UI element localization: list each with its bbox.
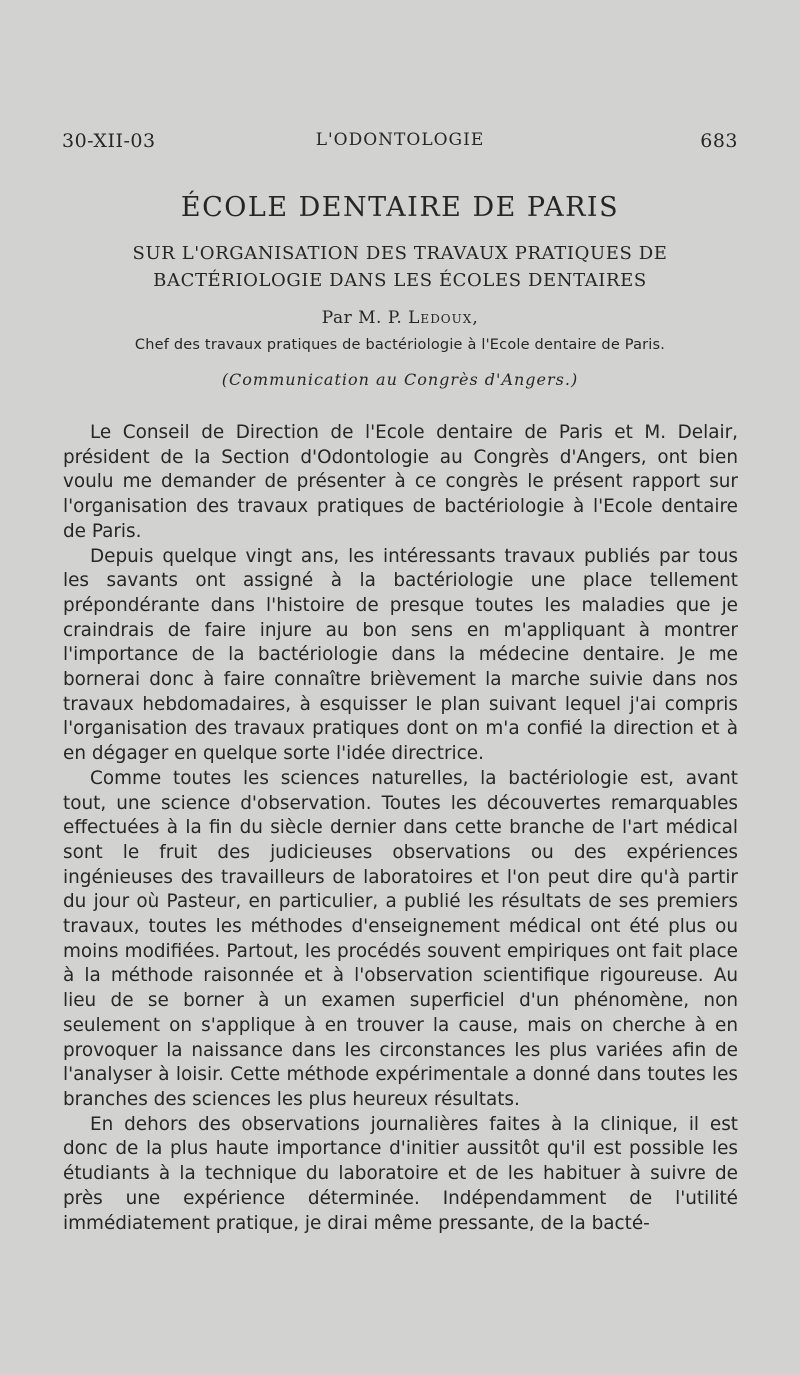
body-paragraph: Depuis quelque vingt ans, les intéressants travaux publiés par tous les savants ont assigné à la bactériologie une place tellement prépondérante dans l'histoire de presque toutes les maladies que je craindrais de faire injure au bon sens en m'appliquant à montrer l'importance de la bactériologie dans la médecine dentaire. Je me bornerai donc à faire connaître brièvement la marche suivie dans nos travaux hebdomadaires, à esquisser le plan suivant lequel j'ai compris l'organisation des travaux pratiques dont on m'a confié la direction et à en dégager en quelque sorte l'idée directrice.: [63, 545, 738, 765]
author-affiliation: Chef des travaux pratiques de bactériologie à l'Ecole dentaire de Paris.: [134, 337, 666, 353]
journal-name: L'ODONTOLOGIE: [315, 130, 485, 150]
article-body: [63, 421, 738, 1236]
body-paragraph: Le Conseil de Direction de l'Ecole dentaire de Paris et M. Delair, président de la Section d'Odontologie au Congrès d'Angers, ont bien voulu me demander de présenter à ce congrès le présent rapport sur l'organisation des travaux pratiques de bactériologie à l'Ecole dentaire de Paris.: [63, 422, 738, 542]
article-subtitle: SUR L'ORGANISATION DES TRAVAUX PRATIQUES DE BACTÉRIOLOGIE DANS LES ÉCOLES DENTAIRES: [132, 243, 668, 291]
author-suffix: ,: [472, 308, 479, 328]
author-name: Ledoux: [408, 308, 473, 328]
body-paragraph: Comme toutes les sciences naturelles, la bactériologie est, avant tout, une science d'observation. Toutes les découvertes remarquables effectuées à la fin du siècle dernier dans cette branche de l'art médical sont le fruit des judicieuses observations ou des expériences ingénieuses des travailleurs de laboratoires et l'on peut dire qu'à partir du jour où Pasteur, en particulier, a publié les résultats de ses premiers travaux, toutes les méthodes d'enseignement médical ont été plus ou moins modifiées. Partout, les procédés souvent empiriques ont fait place à la méthode raisonnée et à l'observation scientifique rigoureuse. Au lieu de se borner à un examen superficiel d'un phénomène, non seulement on s'applique à en trouver la cause, mais on cherche à en provoquer la naissance dans les circonstances les plus variées afin de l'analyser à loisir. Cette méthode expérimentale a donné dans toutes les branches des sciences les plus heureux résultats.: [63, 767, 738, 1110]
page-number: 683: [700, 130, 738, 152]
issue-date: 30-XII-03: [62, 130, 156, 152]
article-title: ÉCOLE DENTAIRE DE PARIS: [180, 192, 620, 223]
author-prefix: Par M. P.: [321, 308, 409, 328]
communication-note: (Communication au Congrès d'Angers.): [221, 370, 579, 389]
body-paragraph: En dehors des observations journalières faites à la clinique, il est donc de la plus haute importance d'initier aussitôt qu'il est possible les étudiants à la technique du laboratoire et de les habituer à suivre de près une expérience déterminée. Indépendamment de l'utilité immédiatement pratique, je dirai même pressante, de la bacté-: [63, 1113, 738, 1234]
running-head: [62, 130, 738, 160]
author-line: [0, 308, 800, 328]
